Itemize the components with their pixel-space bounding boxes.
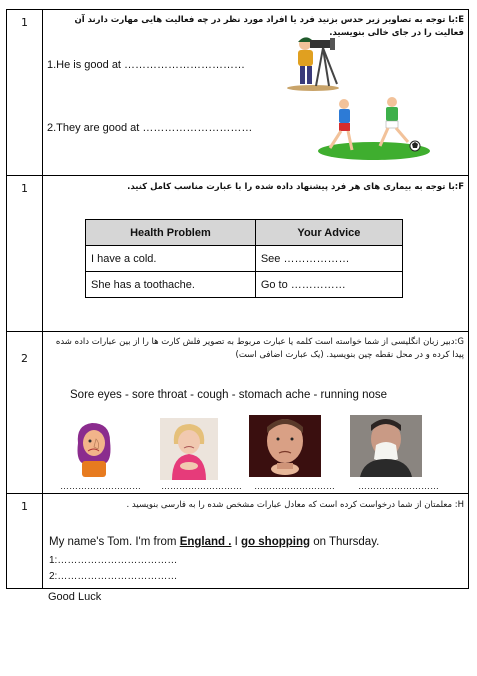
section-e-line-1: 1.He is good at …………………………… (47, 59, 246, 71)
table-row: She has a toothache. Go to …………… (86, 272, 403, 298)
table-row: I have a cold. See ……………… (86, 246, 403, 272)
highlighted-phrase-2: go shopping (241, 536, 311, 548)
blank-1: ……………………… (60, 481, 141, 491)
blank-4: ……………………… (358, 481, 439, 491)
answer-line-1: 1:……………………………… (49, 555, 178, 566)
section-h-instruction: H: معلمتان از شما درخواست کرده است که معادل عبارات مشخص شده را به فارسی بنویسید . (126, 500, 464, 510)
soccer-players-picture (314, 96, 432, 160)
worksheet (6, 9, 469, 589)
section-f-instruction: F:با توجه به بیماری های هر فرد پیشنهاد داده شده را با عبارت مناسب کامل کنید. (127, 182, 464, 192)
footer-good-luck: Good Luck (48, 591, 102, 603)
sentence: My name's Tom. I'm from England . I go shopping on Thursday. (49, 536, 380, 548)
section-e-score: 1 (7, 10, 43, 175)
crying-girl-picture (72, 419, 116, 479)
table-header-health-problem: Health Problem (86, 220, 256, 246)
blank-2: ……………………… (161, 481, 242, 491)
highlighted-phrase-1: England . (179, 536, 232, 548)
section-e (7, 10, 468, 176)
man-sore-throat-picture (249, 415, 321, 477)
section-h-score: 1 (7, 494, 43, 588)
photographer-picture (283, 32, 345, 92)
answer-line-2: 2:……………………………… (49, 571, 178, 582)
word-bank: Sore eyes - sore throat - cough - stomach ache - running nose (70, 389, 388, 401)
section-g (7, 332, 468, 494)
section-g-score: 2 (7, 332, 43, 493)
blank-3: ……………………… (254, 481, 335, 491)
man-blowing-nose-picture (350, 415, 422, 477)
section-f-score: 1 (7, 176, 43, 331)
section-f (7, 176, 468, 332)
section-h (7, 494, 468, 588)
table-header-your-advice: Your Advice (255, 220, 402, 246)
section-g-instruction: G:دبیر زبان انگلیسی از شما خواسته است کلمه یا عبارت مربوط به تصویر فلش کارت ها را از بین عبارات داده شده پیدا کرده و در محل نقطه چین بنویسید. (یک عبارت اضافی است) (55, 337, 464, 360)
child-stomach-ache-picture (160, 418, 218, 480)
health-advice-table (85, 219, 403, 298)
section-e-line-2: 2.They are good at ………………………… (47, 122, 253, 134)
section-e-instruction: E:با توجه به تصاویر زیر حدس بزنید فرد یا افراد مورد نظر در چه فعالیت هایی مهارت دارند آن فعالیت را در جای خالی بنویسید. (74, 15, 464, 38)
